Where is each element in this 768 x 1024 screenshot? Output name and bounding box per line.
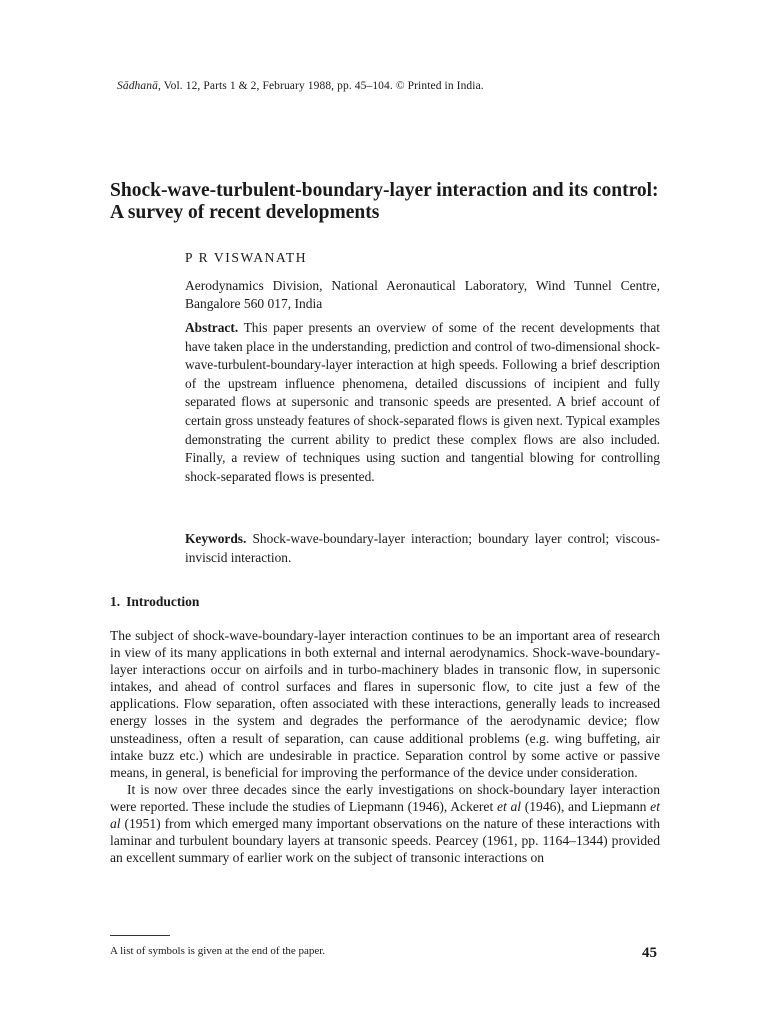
author-name: P R VISWANATH — [185, 250, 308, 265]
keywords-text: Shock-wave-boundary-layer interaction; boundary layer control; viscous-inviscid interaction. — [185, 531, 660, 565]
paper-title: Shock-wave-turbulent-boundary-layer interaction and its control: A survey of recent developments — [110, 180, 659, 223]
body-text — [110, 627, 660, 866]
paragraph-2 — [110, 781, 660, 866]
paragraph-1: The subject of shock-wave-boundary-layer interaction continues to be an important area of research in view of its many applications in both external and internal aerodynamics. Shock-wave-boundary-layer interactions occur on airfoils and in turbo-machinery blades in transonic flow, in supersonic intakes, and ahead of control surfaces and flares in supersonic flow, to cite just a few of the applications. Flow separation, often associated with these interactions, generally leads to increased energy losses in the system and degrades the performance of the aerodynamic device; flow unsteadiness, often a result of separation, can cause additional problems (e.g. wing buffeting, air intake buzz etc.) which are undesirable in practice. Separation control by some active or passive means, in general, is beneficial for improving the performance of the device under consideration. — [110, 628, 660, 780]
page-number: 45 — [642, 945, 657, 961]
paragraph-2-part-b: (1946), and Liepmann — [521, 798, 651, 814]
running-head — [117, 80, 484, 92]
section-title: Introduction — [126, 594, 200, 609]
journal-name: Sādhanā — [117, 80, 158, 92]
footnote: A list of symbols is given at the end of the paper. — [110, 945, 326, 957]
abstract-text: This paper presents an overview of some of the recent developments that have taken place in the understanding, prediction and control of two-dimensional shock-wave-turbulent-boundary-layer interaction at high speeds. Following a brief description of the upstream influence phenomena, detailed discussions of incipient and fully separated flows at supersonic and transonic speeds are presented. A brief account of certain gross unsteady features of shock-separated flows is given next. Typical examples demonstrating the current ability to predict these complex flows are also included. Finally, a review of techniques using suction and tangential blowing for controlling shock-separated flows is presented. — [185, 320, 660, 484]
section-number: 1. — [110, 594, 121, 609]
keywords-label: Keywords. — [185, 531, 247, 546]
abstract — [185, 319, 660, 486]
abstract-label: Abstract. — [185, 320, 239, 335]
paragraph-2-italic-2: et al — [110, 798, 660, 832]
citation-details: , Vol. 12, Parts 1 & 2, February 1988, pp. 45–104. © Printed in India. — [157, 80, 484, 92]
paragraph-2-part-c: (1951) from which emerged many important observations on the nature of these interactions with laminar and turbulent boundary layers at transonic speeds. Pearcey (1961, pp. 1164–1344) provided an excellent summary of earlier work on the subject of transonic interactions on — [110, 816, 660, 866]
footnote-rule — [110, 935, 170, 936]
author-affiliation: Aerodynamics Division, National Aeronautical Laboratory, Wind Tunnel Centre, Bangalore 560 017, India — [185, 278, 660, 311]
paragraph-2-italic-1: et al — [496, 798, 522, 814]
section-heading — [110, 594, 199, 610]
paragraph-2-part-a: It is now over three decades since the early investigations on shock-boundary layer interaction were reported. These include the studies of Liepmann (1946), Ackeret — [110, 781, 660, 814]
keywords — [185, 530, 660, 567]
